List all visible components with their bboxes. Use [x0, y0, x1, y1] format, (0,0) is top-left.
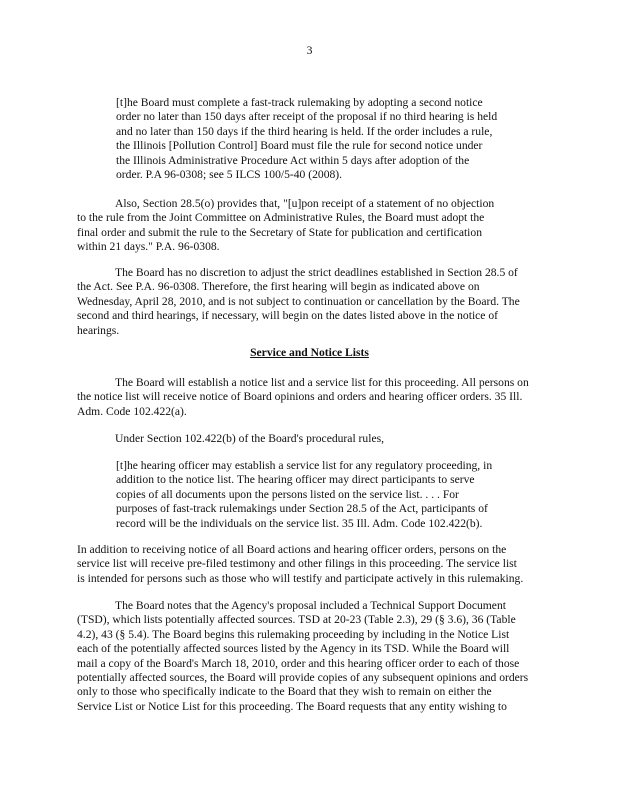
text-line: The Board will establish a notice list and a service list for this proceeding. All persons on — [115, 376, 529, 389]
text-line: Also, Section 28.5(o) provides that, "[u]pon receipt of a statement of no objection — [115, 197, 495, 210]
text-line: mail a copy of the Board's March 18, 2010, order and this hearing officer order to each of those — [77, 656, 520, 670]
text-line: Service List or Notice List for this proceeding. The Board requests that any entity wishing to — [77, 699, 507, 713]
text-line: In addition to receiving notice of all Board actions and hearing officer orders, persons on the — [77, 543, 507, 556]
paragraph-board-notes — [77, 599, 547, 714]
text-line: Wednesday, April 28, 2010, and is not subject to continuation or cancellation by the Board. The — [77, 294, 520, 308]
quote-service-list — [116, 459, 516, 531]
text-line: the Act. See P.A. 96-0308. Therefore, the first hearing will begin as indicated above on — [77, 280, 480, 294]
text-line: record will be the individuals on the service list. 35 Ill. Adm. Code 102.422(b). — [116, 516, 483, 530]
text-line: Under Section 102.422(b) of the Board's procedural rules, — [115, 432, 384, 445]
text-line: and no later than 150 days if the third hearing is held. If the order includes a rule, — [116, 124, 493, 138]
text-line: second and third hearings, if necessary, will begin on the dates listed above in the notice of — [77, 309, 499, 323]
text-line: final order and submit the rule to the Secretary of State for publication and certification — [77, 225, 482, 239]
text-line: service list will receive pre-filed testimony and other filings in this proceeding. The service list — [77, 557, 517, 571]
paragraph-under-section — [77, 432, 547, 446]
text-line: each of the potentially affected sources listed by the Agency in its TSD. While the Board will — [77, 642, 510, 656]
text-line: within 21 days." P.A. 96-0308. — [77, 240, 220, 254]
section-heading: Service and Notice Lists — [250, 346, 369, 359]
paragraph-establish-lists — [77, 376, 547, 419]
text-line: only to those who specifically indicate to the Board that they wish to remain on either the — [77, 685, 492, 699]
paragraph-no-discretion — [77, 266, 547, 338]
text-line: the Illinois [Pollution Control] Board must file the rule for second notice under — [116, 139, 483, 153]
text-line: is intended for persons such as those who will testify and participate actively in this rulemaking. — [77, 571, 524, 585]
text-line: (TSD), which lists potentially affected sources. TSD at 20-23 (Table 2.3), 29 (§ 3.6), 36 (Table — [77, 613, 516, 627]
text-line: copies of all documents upon the persons listed on the service list. . . . For — [116, 487, 459, 501]
text-line: addition to the notice list. The hearing officer may direct participants to serve — [116, 473, 475, 487]
text-line: [t]he hearing officer may establish a service list for any regulatory proceeding, in — [116, 459, 493, 472]
text-line: [t]he Board must complete a fast-track rulemaking by adopting a second notice — [116, 96, 483, 109]
text-line: the notice list will receive notice of Board opinions and orders and hearing officer orders. 35 Ill. — [77, 390, 523, 404]
text-line: purposes of fast-track rulemakings under Section 28.5 of the Act, participants of — [116, 502, 488, 516]
quote-second-notice — [116, 96, 516, 182]
text-line: the Illinois Administrative Procedure Act within 5 days after adoption of the — [116, 153, 470, 167]
text-line: 4.2), 43 (§ 5.4). The Board begins this rulemaking proceeding by including in the Notice List — [77, 627, 510, 641]
paragraph-section-28-5-o — [77, 197, 547, 255]
text-line: hearings. — [77, 323, 120, 337]
paragraph-in-addition — [77, 543, 547, 586]
text-line: potentially affected sources, the Board will provide copies of any subsequent opinions and orders — [77, 671, 529, 685]
text-line: order no later than 150 days after receipt of the proposal if no third hearing is held — [116, 110, 498, 124]
text-line: Adm. Code 102.422(a). — [77, 404, 187, 418]
text-line: to the rule from the Joint Committee on Administrative Rules, the Board must adopt the — [77, 211, 485, 225]
text-line: The Board notes that the Agency's proposal included a Technical Support Document — [115, 599, 506, 612]
text-line: The Board has no discretion to adjust the strict deadlines established in Section 28.5 of — [115, 266, 518, 279]
page-number: 3 — [306, 44, 313, 57]
text-line: order. P.A 96-0308; see 5 ILCS 100/5-40 (2008). — [116, 168, 343, 182]
